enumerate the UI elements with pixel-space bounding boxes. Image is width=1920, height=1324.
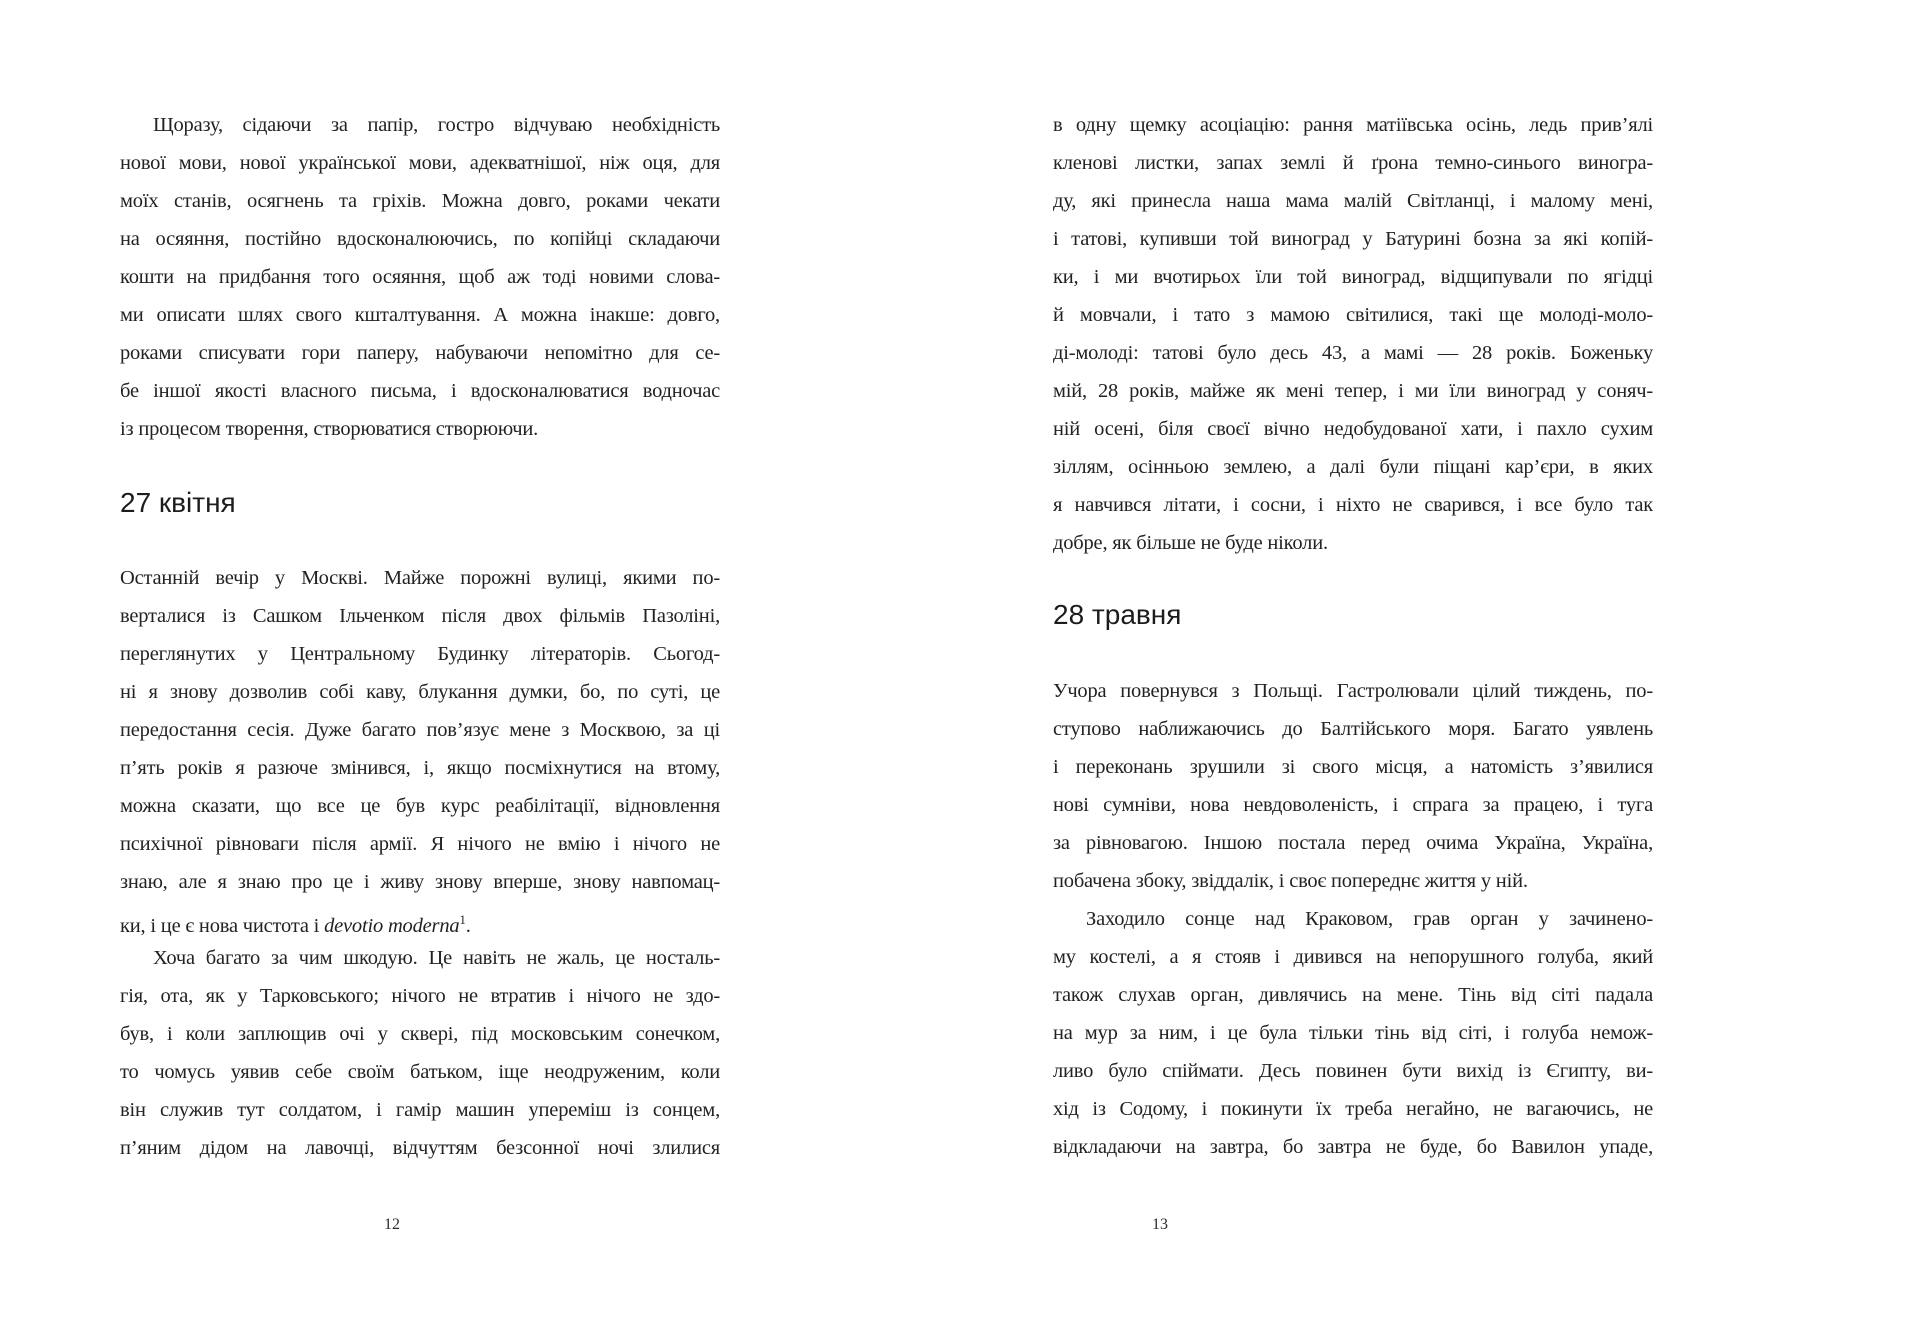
text-line: ній осені, біля своєї вічно недобудованої хати, і пахло сухим	[1053, 418, 1653, 440]
text-line: п’ять років я разюче змінився, і, якщо посміхнутися на втому,	[120, 757, 720, 779]
text-line: ступово наближаючись до Балтійського моря. Багато уявлень	[1053, 718, 1653, 740]
italic-phrase: devotio moderna	[324, 914, 460, 937]
text-line: моїх станів, осягнень та гріхів. Можна довго, роками чекати	[120, 190, 720, 212]
page-left-entry-block	[120, 559, 720, 1167]
text-line: передостання сесія. Дуже багато пов’язує мене з Москвою, за ці	[120, 719, 720, 741]
text-segment: .	[465, 914, 471, 937]
text-line: я навчився літати, і сосни, і ніхто не сварився, і все було так	[1053, 494, 1653, 516]
page-number: 12	[384, 1216, 400, 1233]
text-line: ні я знову дозволив собі каву, блукання думки, бо, по суті, це	[120, 681, 720, 703]
text-line: кленові листки, запах землі й ґрона темно-синього виногра-	[1053, 152, 1653, 174]
text-line: за рівновагою. Іншою постала перед очима Україна, Україна,	[1053, 832, 1653, 854]
text-line: ми описати шлях свого кшталтування. А можна інакше: довго,	[120, 304, 720, 326]
paragraph	[1053, 106, 1653, 562]
entry-date-heading: 27 квітня	[120, 487, 236, 518]
footnote-marker: 1	[459, 913, 466, 927]
text-line: ливо було спіймати. Десь повинен бути вихід із Єгипту, ви-	[1053, 1060, 1653, 1082]
text-line: то чомусь уявив себе своїм батьком, іще неодруженим, коли	[120, 1061, 720, 1083]
text-line: він служив тут солдатом, і гамір машин упереміш із сонцем,	[120, 1099, 720, 1121]
text-line: психічної рівноваги після армії. Я нічого не вмію і нічого не	[120, 833, 720, 855]
text-line: зіллям, осінньою землею, а далі були піщані кар’єри, в яких	[1053, 456, 1653, 478]
text-line: хід із Содому, і покинути їх треба негайно, не вагаючись, не	[1053, 1098, 1653, 1120]
text-line: на осяяння, постійно вдосконалюючись, по копійці складаючи	[120, 228, 720, 250]
text-line	[120, 901, 720, 939]
paragraph	[120, 106, 720, 448]
text-segment: ки, і це є нова чистота і	[120, 914, 325, 937]
text-line: відкладаючи на завтра, бо завтра не буде, бо Вавилон упаде,	[1053, 1136, 1653, 1158]
text-line: Останній вечір у Москві. Майже порожні вулиці, якими по-	[120, 567, 720, 589]
paragraph	[120, 559, 720, 939]
text-line: в одну щемку асоціацію: рання матіївська осінь, ледь прив’ялі	[1053, 114, 1653, 136]
page-right-continuation-block	[1053, 106, 1653, 562]
text-line: побачена збоку, звіддалік, і своє попереднє життя у ній.	[1053, 870, 1528, 892]
text-line: на мур за ним, і це була тільки тінь від сіті, і голуба немож-	[1053, 1022, 1653, 1044]
text-line: ді-молоді: татові було десь 43, а мамі — 28 років. Боженьку	[1053, 342, 1653, 364]
text-line: ду, які принесла наша мама малій Світланці, і малому мені,	[1053, 190, 1653, 212]
entry-date-heading: 28 травня	[1053, 599, 1182, 630]
paragraph	[120, 939, 720, 1167]
page-left-opening-block	[120, 106, 720, 448]
paragraph	[1053, 672, 1653, 900]
text-line: Учора повернувся з Польщі. Гастролювали цілий тиждень, по-	[1053, 680, 1653, 702]
text-line: також слухав орган, дивлячись на мене. Тінь від сіті падала	[1053, 984, 1653, 1006]
text-line: Хоча багато за чим шкодую. Це навіть не жаль, це носталь-	[153, 947, 720, 969]
text-line: знаю, але я знаю про це і живу знову вперше, знову навпомац-	[120, 871, 720, 893]
text-line: Заходило сонце над Краковом, грав орган у зачинено-	[1086, 908, 1653, 930]
text-line: нової мови, нової української мови, адекватнішої, ніж оця, для	[120, 152, 720, 174]
page-right-entry-block	[1053, 672, 1653, 1166]
text-line: гія, ота, як у Тарковського; нічого не втратив і нічого не здо-	[120, 985, 720, 1007]
text-line: можна сказати, що все це був курс реабілітації, відновлення	[120, 795, 720, 817]
page-number: 13	[1152, 1216, 1168, 1233]
text-line: переглянутих у Центральному Будинку літераторів. Сьогод-	[120, 643, 720, 665]
text-line: верталися із Сашком Ільченком після двох фільмів Пазоліні,	[120, 605, 720, 627]
text-line: нові сумніви, нова невдоволеність, і спрага за працею, і туга	[1053, 794, 1653, 816]
paragraph	[1053, 900, 1653, 1166]
text-line: добре, як більше не буде ніколи.	[1053, 532, 1328, 554]
text-line: із процесом творення, створюватися створюючи.	[120, 418, 539, 440]
text-line: бе іншої якості власного письма, і вдосконалюватися водночас	[120, 380, 720, 402]
text-line: мій, 28 років, майже як мені тепер, і ми їли виноград у соняч-	[1053, 380, 1653, 402]
text-line: му костелі, а я стояв і дивився на непорушного голуба, який	[1053, 946, 1653, 968]
text-line: п’яним дідом на лавочці, відчуттям безсонної ночі злилися	[120, 1137, 720, 1159]
text-line: і переконань зрушили зі свого місця, а натомість з’явилися	[1053, 756, 1653, 778]
text-line: кошти на придбання того осяяння, щоб аж тоді новими слова-	[120, 266, 720, 288]
text-line: був, і коли заплющив очі у сквері, під московським сонечком,	[120, 1023, 720, 1045]
text-line: і татові, купивши той виноград у Батурині бозна за які копій-	[1053, 228, 1653, 250]
text-line: й мовчали, і тато з мамою світилися, такі ще молоді-моло-	[1053, 304, 1653, 326]
text-line: роками списувати гори паперу, набуваючи непомітно для се-	[120, 342, 720, 364]
text-line: ки, і ми вчотирьох їли той виноград, відщипували по ягідці	[1053, 266, 1653, 288]
text-line: Щоразу, сідаючи за папір, гостро відчуваю необхідність	[153, 114, 720, 136]
